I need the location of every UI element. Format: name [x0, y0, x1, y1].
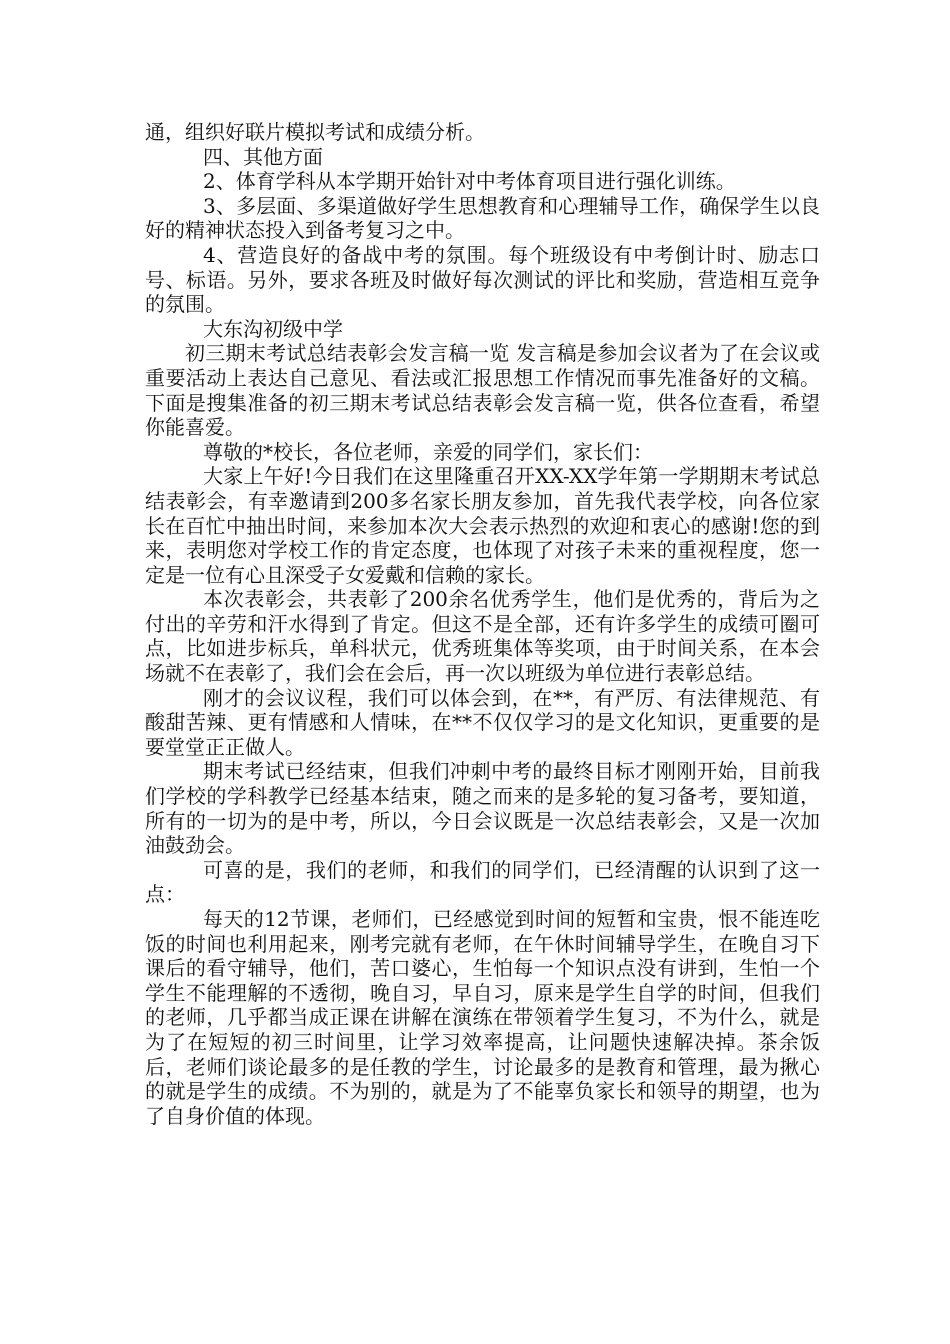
speech-paragraph-awards: 本次表彰会，共表彰了200余名优秀学生，他们是优秀的，背后为之付出的辛劳和汗水得到了肯定。但这不是全部，还有许多学生的成绩可圈可点，比如进步标兵，单科状元，优秀班集体等奖项，由于时间关系，在本会场就不在表彰了，我们会在会后，再一次以班级为单位进行表彰总结。 [145, 587, 820, 686]
speech-paragraph-welcome: 大家上午好!今日我们在这里隆重召开XX-XX学年第一学期期末考试总结表彰会，有幸邀请到200多名家长朋友参加，首先我代表学校，向各位家长在百忙中抽出时间，来参加本次大会表示热烈的欢迎和衷心的感谢!您的到来，表明您对学校工作的肯定态度，也体现了对孩子未来的重视程度，您一定是一位有心且深受子女爱戴和信赖的家长。 [145, 464, 820, 587]
speech-salutation: 尊敬的*校长，各位老师，亲爱的同学们，家长们： [203, 439, 653, 464]
paragraph-continued: 通，组织好联片模拟考试和成绩分析。 [145, 120, 485, 144]
document-page [145, 120, 820, 1128]
school-signature: 大东沟初级中学 [203, 316, 343, 341]
section-heading-other: 四、其他方面 [203, 144, 323, 169]
paragraph-item-3: 3、多层面、多渠道做好学生思想教育和心理辅导工作，确保学生以良好的精神状态投入到备考复习之中。 [145, 193, 820, 243]
speech-paragraph-teachers: 每天的12节课，老师们，已经感觉到时间的短暂和宝贵，恨不能连吃饭的时间也利用起来，刚考完就有老师，在午休时间辅导学生，在晚自习下课后的看守辅导，他们，苦口婆心，生怕每一个知识点没有讲到，生怕一个学生不能理解的不透彻，晚自习，早自习，原来是学生自学的时间，但我们的老师，几乎都当成正课在讲解在演练在带领着学生复习，不为什么，就是为了在短短的初三时间里，让学习效率提高，让问题快速解决掉。茶余饭后，老师们谈论最多的是任教的学生，讨论最多的是教育和管理，最为揪心的就是学生的成绩。不为别的，就是为了不能辜负家长和领导的期望，也为了自身价值的体现。 [145, 907, 820, 1128]
speech-paragraph-exam-ended: 期末考试已经结束，但我们冲刺中考的最终目标才刚刚开始，目前我们学校的学科教学已经基本结束，随之而来的是多轮的复习备考，要知道，所有的一切为的是中考，所以，今日会议既是一次总结表彰会，又是一次加油鼓劲会。 [145, 759, 820, 858]
paragraph-item-2: 2、体育学科从本学期开始针对中考体育项目进行强化训练。 [203, 169, 736, 194]
speech-paragraph-realization: 可喜的是，我们的老师，和我们的同学们，已经清醒的认识到了这一点： [145, 857, 820, 907]
speech-intro-paragraph: 初三期末考试总结表彰会发言稿一览 发言稿是参加会议者为了在会议或重要活动上表达自己意见、看法或汇报思想工作情况而事先准备好的文稿。下面是搜集准备的初三期末考试总结表彰会发言稿一览，供各位查看，希望你能喜爱。 [145, 341, 820, 440]
speech-paragraph-agenda: 刚才的会议议程，我们可以体会到，在**，有严厉、有法律规范、有酸甜苦辣、更有情感和人情味，在**不仅仅学习的是文化知识，更重要的是要堂堂正正做人。 [145, 685, 820, 759]
paragraph-item-4: 4、营造良好的备战中考的氛围。每个班级设有中考倒计时、励志口号、标语。另外，要求各班及时做好每次测试的评比和奖励，营造相互竞争的氛围。 [145, 242, 820, 317]
